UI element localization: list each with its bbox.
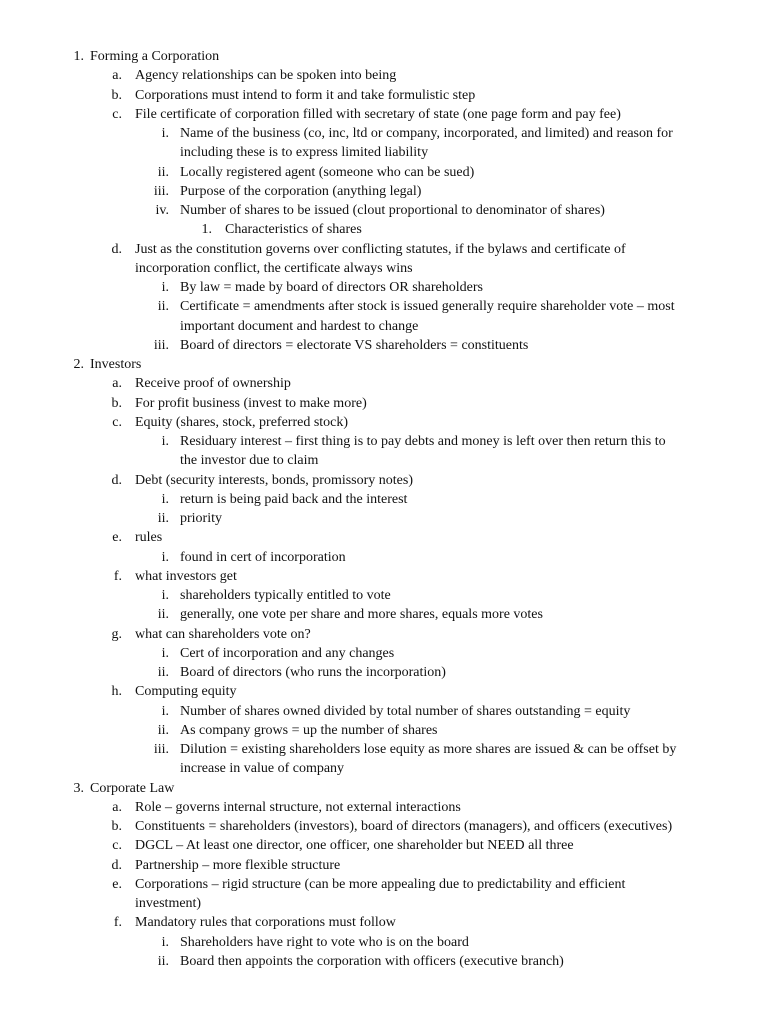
outline-text: Constituents = shareholders (investors), board of directors (managers), and officers (executives) (135, 819, 673, 834)
outline-marker: ii. (157, 164, 169, 180)
outline-item-level-2 (0, 471, 768, 490)
outline-continuation-line (0, 143, 768, 162)
outline-text: Corporations must intend to form it and take formulistic step (135, 87, 476, 103)
outline-continuation-line (0, 759, 768, 778)
outline-marker: d. (111, 472, 122, 488)
outline-item-level-3 (0, 605, 768, 624)
outline-item-level-3 (0, 297, 768, 316)
outline-item-level-1 (0, 47, 768, 66)
outline-text: Board of directors = electorate VS shareholders = constituents (180, 337, 529, 353)
outline-text: what investors get (135, 568, 237, 584)
outline-item-level-2 (0, 625, 768, 644)
outline-marker: c. (112, 106, 122, 122)
outline-marker: e. (112, 530, 122, 546)
outline-item-level-2 (0, 875, 768, 894)
outline-item-level-2 (0, 394, 768, 413)
outline-text: Board of directors (who runs the incorporation) (180, 665, 446, 680)
outline-text: Board then appoints the corporation with officers (executive branch) (180, 953, 564, 969)
outline-text: Cert of incorporation and any changes (180, 645, 395, 661)
outline-item-level-3 (0, 201, 768, 220)
outline-text: return is being paid back and the interest (180, 491, 408, 507)
outline-text: priority (180, 511, 222, 526)
outline-text: what can shareholders vote on? (135, 626, 311, 642)
outline-text: Mandatory rules that corporations must follow (135, 915, 396, 931)
outline-text: As company grows = up the number of shares (180, 722, 438, 738)
outline-marker: iii. (153, 337, 169, 353)
outline-text: Forming a Corporation (90, 49, 220, 64)
outline-text: Number of shares owned divided by total number of shares outstanding = equity (180, 703, 631, 719)
outline-text: Corporations – rigid structure (can be more appealing due to predictability and efficient (135, 876, 626, 892)
outline-marker: h. (111, 684, 122, 700)
outline-item-level-2 (0, 567, 768, 586)
outline-marker: 1. (201, 222, 212, 238)
outline-marker: i. (161, 280, 169, 295)
outline-text: Shareholders have right to vote who is on the board (180, 934, 469, 950)
outline-text: Locally registered agent (someone who can be sued) (180, 164, 475, 180)
outline-text: Characteristics of shares (225, 222, 362, 238)
outline-marker: i. (161, 934, 169, 950)
outline-marker: ii. (157, 665, 169, 680)
outline-text: Residuary interest – first thing is to pay debts and money is left over then return this to (180, 434, 666, 449)
outline-continuation-line (0, 259, 768, 278)
outline-continuation-line (0, 317, 768, 336)
outline-item-level-2 (0, 105, 768, 124)
outline-marker: i. (161, 703, 169, 719)
outline-text: Number of shares to be issued (clout proportional to denominator of shares) (180, 203, 605, 218)
outline-marker: f. (113, 915, 122, 931)
outline-marker: a. (112, 799, 122, 815)
outline-marker: ii. (157, 607, 169, 623)
outline-text: Equity (shares, stock, preferred stock) (135, 414, 349, 430)
outline-text: shareholders typically entitled to vote (180, 588, 391, 603)
outline-text: rules (135, 530, 163, 546)
outline-item-level-3 (0, 490, 768, 509)
outline-text: Investors (90, 357, 142, 372)
outline-item-level-3 (0, 163, 768, 182)
outline-marker: i. (161, 491, 169, 507)
outline-marker: a. (112, 68, 122, 84)
outline-item-level-3 (0, 182, 768, 201)
outline-marker: a. (112, 376, 122, 392)
outline-item-level-4 (0, 220, 768, 239)
outline-item-level-2 (0, 374, 768, 393)
outline-text: the investor due to claim (180, 453, 319, 469)
outline-marker: c. (112, 414, 122, 430)
outline-item-level-3 (0, 278, 768, 297)
outline-item-level-3 (0, 740, 768, 759)
outline-text: Corporate Law (90, 780, 175, 796)
outline-text: generally, one vote per share and more shares, equals more votes (180, 607, 543, 623)
outline-text: Dilution = existing shareholders lose equity as more shares are issued & can be offset by (180, 742, 677, 757)
outline-text: For profit business (invest to make more) (135, 395, 367, 411)
outline-text: By law = made by board of directors OR shareholders (180, 280, 483, 295)
outline-item-level-3 (0, 952, 768, 971)
outline-item-level-3 (0, 124, 768, 143)
outline-marker: iii. (153, 183, 169, 199)
outline-marker: ii. (157, 511, 169, 526)
outline-item-level-2 (0, 528, 768, 547)
outline-text: Just as the constitution governs over conflicting statutes, if the bylaws and certificate of (135, 241, 626, 257)
outline-item-level-1 (0, 779, 768, 798)
outline-item-level-2 (0, 86, 768, 105)
outline-marker: b. (111, 87, 122, 103)
outline-text: Computing equity (135, 684, 237, 700)
outline-text: investment) (135, 896, 202, 911)
outline-item-level-3 (0, 721, 768, 740)
outline-item-level-2 (0, 240, 768, 259)
outline-item-level-3 (0, 933, 768, 952)
outline-item-level-2 (0, 66, 768, 85)
outline-item-level-3 (0, 663, 768, 682)
outline-text: Debt (security interests, bonds, promissory notes) (135, 472, 414, 488)
outline-marker: c. (112, 838, 122, 854)
outline-marker: iii. (153, 742, 169, 757)
outline-marker: b. (111, 395, 122, 411)
outline-continuation-line (0, 451, 768, 470)
outline-text: increase in value of company (180, 761, 345, 777)
outline-marker: iv. (155, 203, 169, 218)
outline-marker: ii. (157, 299, 169, 315)
outline-item-level-3 (0, 586, 768, 605)
outline-marker: g. (111, 626, 122, 642)
outline-marker: i. (161, 645, 169, 661)
outline-item-level-1 (0, 355, 768, 374)
outline-marker: i. (161, 549, 169, 565)
outline-text: found in cert of incorporation (180, 549, 346, 565)
outline-marker: b. (111, 819, 122, 834)
outline-text: Receive proof of ownership (135, 376, 291, 392)
outline-text: DGCL – At least one director, one officer, one shareholder but NEED all three (135, 838, 574, 854)
outline-text: Certificate = amendments after stock is issued generally require shareholder vote – most (180, 299, 675, 315)
outline-item-level-2 (0, 413, 768, 432)
outline-text: including these is to express limited liability (180, 145, 429, 161)
outline-marker: i. (161, 126, 169, 141)
outline-marker: d. (111, 857, 122, 873)
outline-item-level-3 (0, 644, 768, 663)
outline-text: important document and hardest to change (180, 318, 419, 334)
outline-item-level-2 (0, 817, 768, 836)
outline-item-level-2 (0, 682, 768, 701)
outline-marker: d. (111, 241, 122, 257)
outline-item-level-3 (0, 336, 768, 355)
outline-marker: ii. (157, 953, 169, 969)
outline-item-level-3 (0, 702, 768, 721)
outline-text: Partnership – more flexible structure (135, 857, 341, 873)
outline-marker: 2. (73, 357, 84, 372)
outline-item-level-2 (0, 798, 768, 817)
outline-continuation-line (0, 894, 768, 913)
outline-item-level-2 (0, 856, 768, 875)
outline-item-level-2 (0, 836, 768, 855)
outline-marker: 1. (73, 49, 84, 64)
outline-text: incorporation conflict, the certificate always wins (135, 260, 413, 276)
outline-marker: ii. (157, 722, 169, 738)
outline-item-level-3 (0, 548, 768, 567)
outline-text: Agency relationships can be spoken into being (135, 68, 397, 84)
outline-text: Purpose of the corporation (anything legal) (180, 183, 422, 199)
outline-item-level-3 (0, 432, 768, 451)
outline-marker: i. (161, 588, 169, 603)
outline-marker: i. (161, 434, 169, 449)
outline-text: File certificate of corporation filled with secretary of state (one page form and pay fee) (135, 106, 621, 122)
outline-marker: f. (113, 568, 122, 584)
outline-item-level-2 (0, 913, 768, 932)
outline-text: Role – governs internal structure, not external interactions (135, 799, 461, 815)
outline-text: Name of the business (co, inc, ltd or company, incorporated, and limited) and reason for (180, 126, 673, 141)
outline-marker: 3. (73, 780, 84, 796)
outline-item-level-3 (0, 509, 768, 528)
outline-marker: e. (112, 876, 122, 892)
